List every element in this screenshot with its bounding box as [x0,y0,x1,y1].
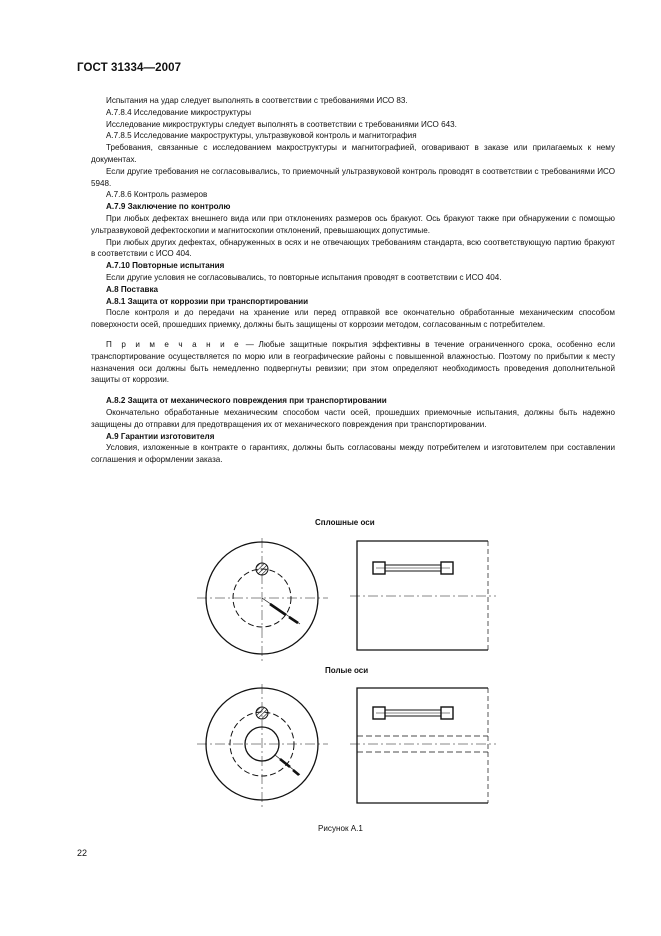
note-text: — Любые защитные покрытия эффективны в течение ограниченного срока, особенно если транспортирование осуществляется по морю или в географические районы с повышенной влажностью. Поэтому по прибытии к месту назначения оси должны быть немедленно подвергнуты ревизии; при этом определяют необходимость проведения дополнительной защиты от коррозии. [91,339,615,385]
note-label: П р и м е ч а н и е [106,339,242,349]
page-number: 22 [77,848,88,858]
paragraph: Исследование микроструктуры следует выполнять в соответствии с требованиями ИСО 643. [106,119,457,129]
paragraph: При любых других дефектах, обнаруженных в осях и не отвечающих требованиям стандарта, всю соответствующую партию бракуют в соответствии с ИСО 404. [91,237,615,259]
solid-axle-end-view [197,538,328,662]
solid-axle-side-view [350,541,496,650]
paragraph: Окончательно обработанные механическим способом части осей, прошедших приемочные испытания, должны быть надежно защищены до отправки для предотвращения их от механического повреждения при транспортировании. [91,407,615,429]
paragraph: А.7.8.5 Исследование макроструктуры, ультразвуковой контроль и магнитография [106,131,417,141]
paragraph: А.8.1 Защита от коррозии при транспортировании [106,296,309,306]
paragraph: Требования, связанные с исследованием макроструктуры и магнитографией, оговаривают в заказе или прилагаемых к нему документах. [91,143,615,164]
paragraph: Испытания на удар следует выполнять в соответствии с требованиями ИСО 83. [106,96,408,105]
paragraph: А.7.10 Повторные испытания [106,261,225,271]
paragraph: Если другие условия не согласовывались, то повторные испытания проводят в соответствии с ИСО 404. [106,272,502,282]
paragraph: Условия, изложенные в контракте о гарантиях, должны быть согласованы между потребителем и изготовителем при составлении соглашения и оформлении заказа. [91,443,615,465]
paragraph: А.7.8.4 Исследование микроструктуры [106,107,252,117]
paragraph: После контроля и до передачи на хранение или перед отправкой все окончательно обработанные механическим способом поверхности осей, прошедших приемку, должны быть защищены от коррозии методом, согласованным с потребителем. [91,308,615,330]
paragraph: А.7.9 Заключение по контролю [106,202,231,212]
figure-caption: Рисунок А.1 [318,824,363,833]
paragraph: При любых дефектах внешнего вида или при отклонениях размеров ось бракуют. Ось бракуют также при обнаружении с помощью ультразвуковой дефектоскопии и магнитоскопии отклонений, превышающих допустимые. [91,213,615,235]
paragraph: А.9 Гарантии изготовителя [106,431,215,441]
hollow-axle-side-view [350,688,496,803]
label-hollow-axles: Полые оси [325,666,369,675]
hollow-axle-end-view [197,684,328,808]
paragraph: А.8.2 Защита от механического повреждения при транспортировании [106,396,387,406]
paragraph: А.8 Поставка [106,284,158,294]
document-header: ГОСТ 31334—2007 [77,62,182,74]
paragraph: Если другие требования не согласовывались, то приемочный ультразвуковой контроль проводят в соответствии с требованиями ИСО 5948. [91,166,615,188]
label-solid-axles: Сплошные оси [315,518,375,527]
paragraph: А.7.8.6 Контроль размеров [106,190,208,200]
